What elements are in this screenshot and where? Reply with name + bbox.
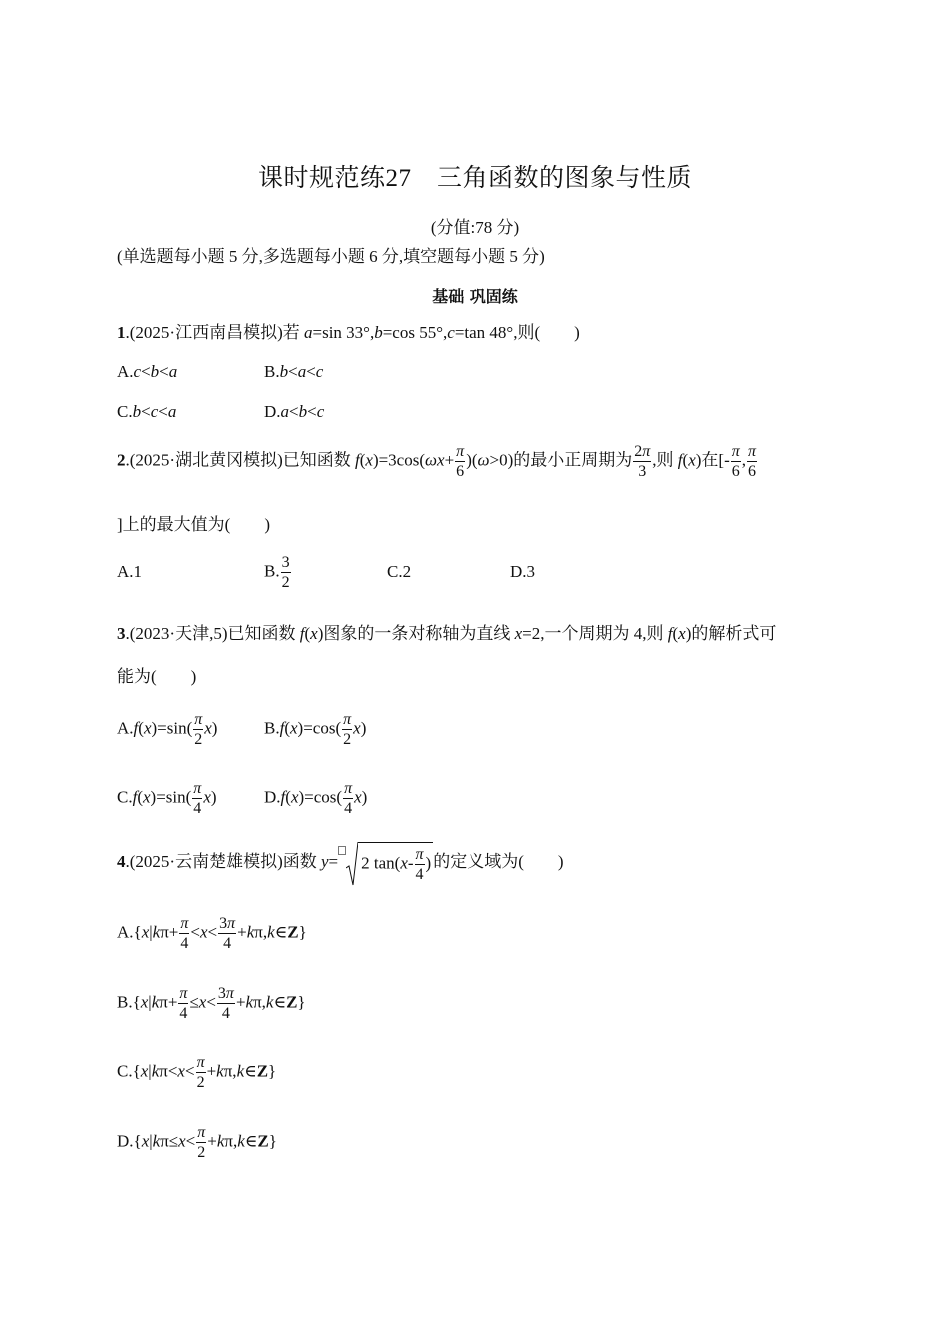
question-1: 1.(2025·江西南昌模拟)若 a=sin 33°,b=cos 55°,c=tan 48°,则( ) (117, 323, 580, 342)
radical-sign-icon (346, 842, 358, 886)
option-c[interactable]: C.f(x)=sin( $\frac{\pi}{4}$ x) (117, 780, 217, 817)
question-number: 2 (117, 450, 126, 470)
option-b[interactable]: B.{x|kπ+ $\frac{\pi}{4}$ ≤x< $\frac{3\pi}{4}$ +kπ,k∈Z} (117, 985, 306, 1022)
option-d[interactable]: D.3 (510, 562, 536, 581)
option-c[interactable]: C.2 (387, 562, 412, 581)
square-root: 2 tan(x- $\frac{\pi}{4}$ ) (346, 842, 433, 884)
option-a[interactable]: A.{x|kπ+ $\frac{\pi}{4}$ <x< $\frac{3\pi}{4}$ +kπ,k∈Z} (117, 915, 307, 952)
question-source: .(2023·天津,5)已知函数 (125, 624, 300, 643)
option-b[interactable]: B.f(x)=cos( $\frac{\pi}{2}$ x) (264, 711, 367, 748)
page-title: 课时规范练27 三角函数的图象与性质 (257, 165, 692, 192)
option-d[interactable]: D.a<b<c (264, 402, 325, 421)
fraction: $\frac{\pi}{6}$ (748, 443, 757, 480)
question-source: .(2025·江西南昌模拟)若 (125, 323, 304, 342)
question-3: 3.(2023·天津,5)已知函数 f(x)图象的一条对称轴为直线 x=2,一个周期为 4,则 f(x)的解析式可 (117, 624, 777, 643)
option-a[interactable]: A.c<b<a (117, 362, 178, 381)
option-a[interactable]: A.1 (117, 562, 143, 581)
option-c[interactable]: C.b<c<a (117, 402, 177, 421)
option-d[interactable]: D.{x|kπ≤x< $\frac{\pi}{2}$ +kπ,k∈Z} (117, 1124, 277, 1161)
question-stem-tail: 的定义域为( ) (433, 851, 564, 871)
fraction: $\frac{\pi}{2}$ (343, 711, 352, 748)
option-b[interactable]: B. $\frac{3}{2}$ (264, 554, 290, 591)
fraction: $\frac{3\pi}{4}$ (217, 985, 234, 1022)
question-number: 3 (117, 624, 126, 643)
question-3-continued: 能为( ) (117, 667, 197, 686)
question-2-continued: ]上的最大值为( ) (117, 515, 270, 534)
fraction: $\frac{\pi}{2}$ (194, 711, 203, 748)
question-number: 4 (117, 851, 126, 871)
option-c[interactable]: C.{x|kπ<x< $\frac{\pi}{2}$ +kπ,k∈Z} (117, 1054, 277, 1091)
fraction: $\frac{\pi}{4}$ (180, 915, 189, 952)
fraction: $\frac{\pi}{4}$ (415, 846, 424, 883)
fraction: $\frac{\pi}{2}$ (196, 1054, 205, 1091)
fraction: $\frac{\pi}{4}$ (179, 985, 188, 1022)
question-source: .(2025·湖北黄冈模拟)已知函数 (125, 450, 355, 470)
fraction: $\frac{\pi}{4}$ (344, 780, 353, 817)
fraction: $\frac{\pi}{2}$ (197, 1124, 206, 1161)
placeholder-box (338, 846, 346, 855)
fraction: $\frac{2\pi}{3}$ (634, 443, 651, 480)
fraction: $\frac{3\pi}{4}$ (219, 915, 236, 952)
question-source: .(2025·云南楚雄模拟)函数 (125, 851, 321, 871)
question-4: 4.(2025·云南楚雄模拟)函数 y= 2 tan(x- $\frac{\pi}{4}$ ) 的定义域为( ) (117, 842, 564, 884)
option-a[interactable]: A.f(x)=sin( $\frac{\pi}{2}$ x) (117, 711, 218, 748)
question-stem-tail: ,则( ) (513, 323, 580, 342)
fraction: $\frac{\pi}{6}$ (731, 443, 740, 480)
question-2: 2.(2025·湖北黄冈模拟)已知函数 f(x)=3cos(ωx+ $\frac{\pi}{6}$ )(ω>0)的最小正周期为 $\frac{2\pi}{3}$ ,则 f(x)在[- $\frac{\pi}{6}$ , $\frac{\pi}{6}$ (117, 443, 757, 480)
section-heading: 基础 巩固练 (432, 287, 518, 306)
score-note: (分值:78 分) (430, 218, 520, 237)
scoring-note: (单选题每小题 5 分,多选题每小题 6 分,填空题每小题 5 分) (117, 247, 545, 266)
fraction: $\frac{\pi}{4}$ (193, 780, 202, 817)
question-number: 1 (117, 323, 126, 342)
option-b[interactable]: B.b<a<c (264, 362, 324, 381)
option-d[interactable]: D.f(x)=cos( $\frac{\pi}{4}$ x) (264, 780, 368, 817)
fraction: $\frac{\pi}{6}$ (456, 443, 465, 480)
fraction: $\frac{3}{2}$ (281, 554, 290, 591)
